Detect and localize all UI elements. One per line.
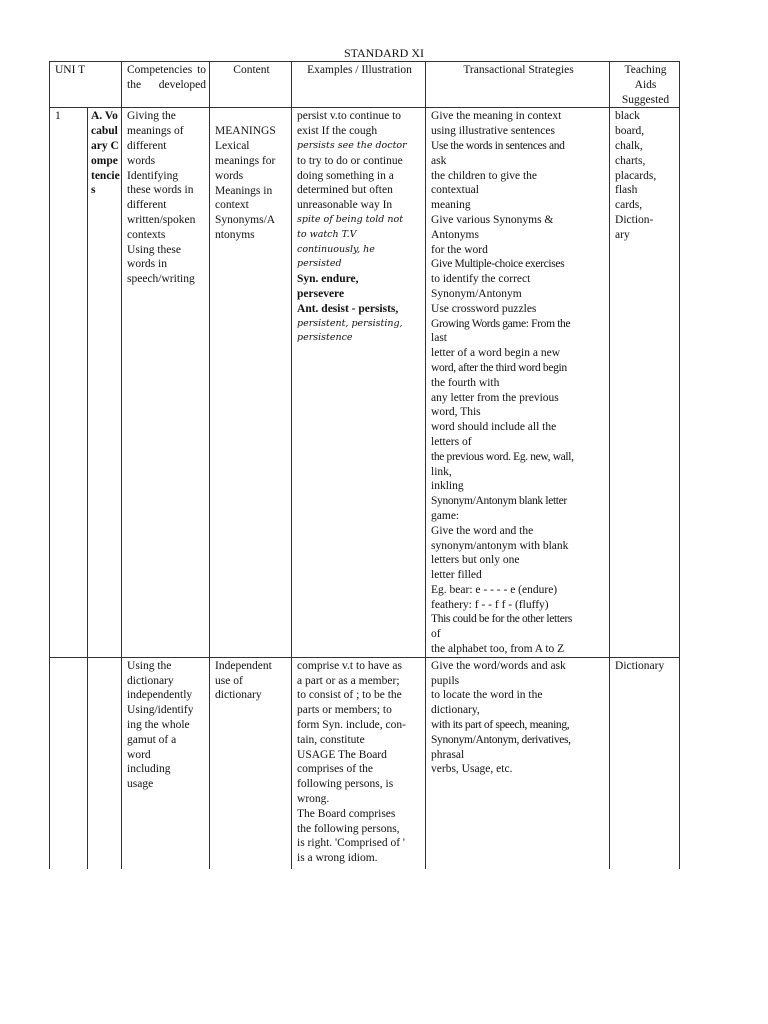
line: letters but only one	[431, 554, 520, 567]
line: exist If the cough	[297, 125, 378, 138]
line: words	[127, 154, 156, 167]
line: chalk,	[615, 139, 643, 152]
line: Synonym/Antonym	[431, 287, 522, 300]
line: different	[127, 139, 167, 152]
line: feathery: f - - f f - (fluffy)	[431, 598, 549, 611]
line: Ant. desist - persists,	[297, 302, 399, 315]
aids-cell	[610, 108, 680, 657]
line: the fourth with	[431, 376, 500, 389]
line: placards,	[615, 169, 657, 182]
line: continuously, he	[297, 243, 375, 255]
line: Dictionary	[615, 659, 665, 672]
line: Give various Synonyms &	[431, 213, 554, 226]
line: flash	[615, 184, 638, 197]
line: Synonyms/A	[215, 214, 276, 227]
line: dictionary	[215, 689, 262, 702]
line: form Syn. include, con-	[297, 719, 406, 732]
line: ing the whole	[127, 719, 190, 732]
line: Give the meaning in context	[431, 110, 562, 123]
page-title: STANDARD XI	[343, 46, 425, 60]
line: last	[431, 332, 447, 345]
line: phrasal	[431, 748, 465, 761]
line: to locate the word in the	[431, 689, 543, 702]
line: a part or as a member;	[297, 674, 400, 687]
line: dictionary,	[431, 704, 480, 717]
line: meanings for	[215, 154, 276, 167]
line: persistence	[297, 332, 353, 344]
competencies-cell	[122, 657, 210, 869]
line: parts or members; to	[297, 704, 392, 717]
line: Lexical	[215, 140, 250, 153]
strategies-cell	[426, 108, 610, 657]
line: these words in	[127, 184, 194, 197]
line: persisted	[297, 258, 342, 270]
line: Growing Words game: From the	[431, 317, 571, 330]
line: wrong.	[297, 793, 330, 806]
line: Giving the	[127, 110, 176, 123]
line: words in	[127, 258, 167, 271]
line: verbs, Usage, etc.	[431, 763, 513, 776]
header-unit: UNI T	[50, 62, 122, 108]
line: synonym/antonym with blank	[431, 539, 569, 552]
line: to identify the correct	[431, 273, 531, 286]
line: black	[615, 110, 640, 123]
line: letter filled	[431, 569, 482, 582]
header-strategies: Transactional Strategies	[426, 62, 610, 108]
header-row	[50, 62, 680, 108]
line: MEANINGS	[215, 125, 276, 138]
line: to try to do or continue	[297, 154, 403, 167]
line: unreasonable way In	[297, 199, 393, 212]
line: any letter from the previous	[431, 391, 559, 404]
header-aids: Teaching Aids Suggested	[610, 62, 680, 108]
line: usage	[127, 778, 154, 791]
line: Eg. bear: e - - - - e (endure)	[431, 583, 558, 596]
line: The Board comprises	[297, 807, 396, 820]
unit-number: 1	[50, 108, 88, 657]
line: of	[431, 628, 441, 641]
line: to watch T.V	[297, 228, 357, 240]
line: Syn. endure,	[297, 273, 359, 286]
line: Independent	[215, 659, 272, 672]
strategies-cell	[426, 657, 610, 869]
line: different	[127, 199, 167, 212]
header-content: Content	[210, 62, 292, 108]
line: Meanings in	[215, 184, 273, 197]
line: contextual	[431, 184, 479, 197]
empty-cell	[88, 657, 122, 869]
line: Use the words in sentences and	[431, 139, 565, 152]
examples-cell	[292, 108, 426, 657]
line: persevere	[297, 287, 345, 300]
line: following persons, is	[297, 778, 394, 791]
line: the children to give the	[431, 169, 538, 182]
competencies-cell	[122, 108, 210, 657]
line: Synonym/Antonym blank letter	[431, 495, 567, 508]
line: the alphabet too, from A to Z	[431, 643, 565, 656]
examples-cell	[292, 657, 426, 869]
line: tain, constitute	[297, 733, 365, 746]
line: doing something in a	[297, 169, 394, 182]
line: Using/identify	[127, 704, 194, 717]
line: dictionary	[127, 674, 174, 687]
line: charts,	[615, 154, 646, 167]
header-competencies: Competencies to the developed	[122, 62, 210, 108]
syllabus-table	[49, 61, 680, 869]
line: is a wrong idiom.	[297, 852, 378, 865]
line: comprises of the	[297, 763, 374, 776]
line: ary	[615, 228, 630, 241]
table-row	[50, 657, 680, 869]
line: independently	[127, 689, 193, 702]
line: link,	[431, 465, 452, 478]
line: board,	[615, 125, 645, 138]
line: persist v.to continue to	[297, 110, 402, 123]
line: word	[127, 748, 151, 761]
line: using illustrative sentences	[431, 125, 555, 138]
line: gamut of a	[127, 733, 177, 746]
line: game:	[431, 509, 460, 522]
line: Antonyms	[431, 228, 479, 241]
line: ntonyms	[215, 228, 255, 241]
line: word, after the third word begin	[431, 361, 567, 374]
line: the previous word. Eg. new, wall,	[431, 450, 574, 463]
line: words	[215, 169, 244, 182]
competency-area: A. Vocabulary Competencies	[88, 108, 122, 657]
line: determined but often	[297, 184, 393, 197]
line: use of	[215, 674, 243, 687]
line: Using these	[127, 243, 181, 256]
line: Diction-	[615, 213, 654, 226]
line: context	[215, 199, 249, 212]
empty-cell	[50, 657, 88, 869]
line: letters of	[431, 435, 472, 448]
line: USAGE The Board	[297, 748, 387, 761]
line: This could be for the other letters	[431, 613, 573, 626]
line: meaning	[431, 199, 471, 212]
content-cell	[210, 108, 292, 657]
line: Give the word/words and ask	[431, 659, 566, 672]
line: spite of being told not	[297, 213, 404, 225]
line: the following persons,	[297, 822, 400, 835]
line: pupils	[431, 674, 460, 687]
line: inkling	[431, 480, 464, 493]
line: for the word	[431, 243, 488, 256]
line: to consist of ; to be the	[297, 689, 402, 702]
line: letter of a word begin a new	[431, 347, 561, 360]
line: persistent, persisting,	[297, 317, 403, 329]
header-examples: Examples / Illustration	[292, 62, 426, 108]
line: Give the word and the	[431, 524, 534, 537]
line: Give Multiple-choice exercises	[431, 258, 565, 271]
line: word should include all the	[431, 421, 557, 434]
line: Synonym/Antonym, derivatives,	[431, 733, 571, 746]
line: Using the	[127, 659, 172, 672]
line: meanings of	[127, 125, 184, 138]
line: persists see the doctor	[297, 139, 407, 151]
line: contexts	[127, 228, 166, 241]
line: written/spoken	[127, 213, 196, 226]
line: is right. 'Comprised of '	[297, 837, 405, 850]
aids-cell	[610, 657, 680, 869]
line: including	[127, 763, 171, 776]
line: Identifying	[127, 169, 179, 182]
line: with its part of speech, meaning,	[431, 719, 570, 732]
line: ask	[431, 154, 447, 167]
line: speech/writing	[127, 273, 195, 286]
line: comprise v.t to have as	[297, 659, 402, 672]
line: Use crossword puzzles	[431, 302, 537, 315]
line: word, This	[431, 406, 481, 419]
line: cards,	[615, 199, 643, 212]
content-cell	[210, 657, 292, 869]
table-row	[50, 108, 680, 657]
